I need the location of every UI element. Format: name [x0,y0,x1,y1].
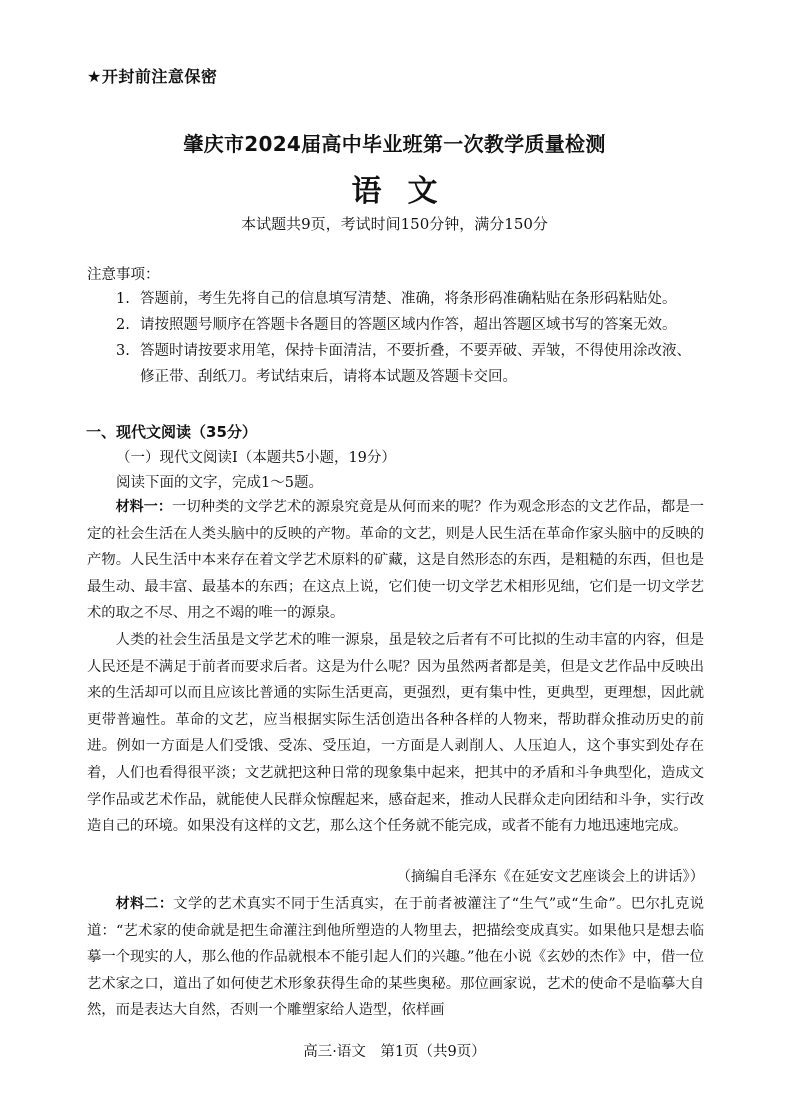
material-1-label: 材料一： [115,499,172,515]
note-text: 答题时请按要求用笔，保持卡面清洁，不要折叠，不要弄破、弄皱，不得使用涂改液、修正带、刮纸刀。考试结束后，请将本试题及答题卡交回。 [140,343,691,385]
confidential-notice: ★开封前注意保密 [87,67,218,86]
exam-info: 本试题共9页，考试时间150分钟，满分150分 [241,215,548,233]
material-2-paragraph-1 [87,891,704,1024]
subject-title: 语文 [351,174,464,209]
material-1-text-1: 一切种类的文学艺术的源泉究竟是从何而来的呢？作为观念形态的文艺作品，都是一定的社会生活在人类头脑中的反映的产物。革命的文艺，则是人民生活在革命作家头脑中的反映的产物。人民生活中本来存在着文学艺术原料的矿藏，这是自然形态的东西，是粗糙的东西，但也是最生动、最丰富、最基本的东西；在这点上说，它们使一切文学艺术相形见绌，它们是一切文学艺术的取之不尽、用之不竭的唯一的源泉。 [87,499,704,622]
material-1-text-2: 人类的社会生活虽是文学艺术的唯一源泉，虽是较之后者有不可比拟的生动丰富的内容，但是人民还是不满足于前者而要求后者。这是为什么呢？因为虽然两者都是美，但是文艺作品中反映出来的生活却可以而且应该比普通的实际生活更高，更强烈，更有集中性，更典型，更理想，因此就更带普遍性。革命的文艺，应当根据实际生活创造出各种各样的人物来，帮助群众推动历史的前进。例如一方面是人们受饿、受冻、受压迫，一方面是人剥削人、人压迫人，这个事实到处存在着，人们也看得很平淡；文艺就把这种日常的现象集中起来，把其中的矛盾和斗争典型化，造成文学作品或艺术作品，就能使人民群众惊醒起来，感奋起来，推动人民群众走向团结和斗争，实行改造自己的环境。如果没有这样的文艺，那么这个任务就不能完成，或者不能有力地迅速地完成。 [87,632,704,835]
note-item [116,338,704,390]
material-1-paragraph-2 [87,627,704,840]
note-number: 3. [116,343,130,359]
exam-title: 肇庆市2024届高中毕业班第一次教学质量检测 [183,132,606,156]
material-1-paragraph-1 [87,494,704,627]
note-text: 答题前，考生先将自己的信息填写清楚、准确，将条形码准确粘贴在条形码粘贴处。 [140,291,677,307]
reading-instruction: 阅读下面的文字，完成1～5题。 [116,475,323,491]
note-item [116,286,704,312]
notes-title: 注意事项： [87,267,160,283]
sub-section-title: （一）现代文阅读Ⅰ（本题共5小题，19分） [116,450,396,466]
note-number: 1. [116,291,130,307]
page-footer: 高三·语文 第1页（共9页） [303,1044,486,1060]
note-item [116,312,704,338]
material-2-text-1: 文学的艺术真实不同于生活真实，在于前者被灌注了“生气”或“生命”。巴尔扎克说道：“艺术家的使命就是把生命灌注到他所塑造的人物里去，把描绘变成真实。如果他只是想去临摹一个现实的人，那么他的作品就根本不能引起人们的兴趣。”他在小说《玄妙的杰作》中，借一位艺术家之口，道出了如何使艺术形象获得生命的某些奥秘。那位画家说，艺术的使命不是临摹大自然，而是表达大自然，否则一个雕塑家给人造型，依样画 [87,896,705,1019]
section-title: 一、现代文阅读（35分） [86,423,257,441]
material-2-label: 材料二： [115,896,174,912]
note-number: 2. [116,317,130,333]
material-1-source: （摘编自毛泽东《在延安文艺座谈会上的讲话》） [396,869,704,885]
note-text: 请按照题号顺序在答题卡各题目的答题区域内作答，超出答题区域书写的答案无效。 [140,317,677,333]
